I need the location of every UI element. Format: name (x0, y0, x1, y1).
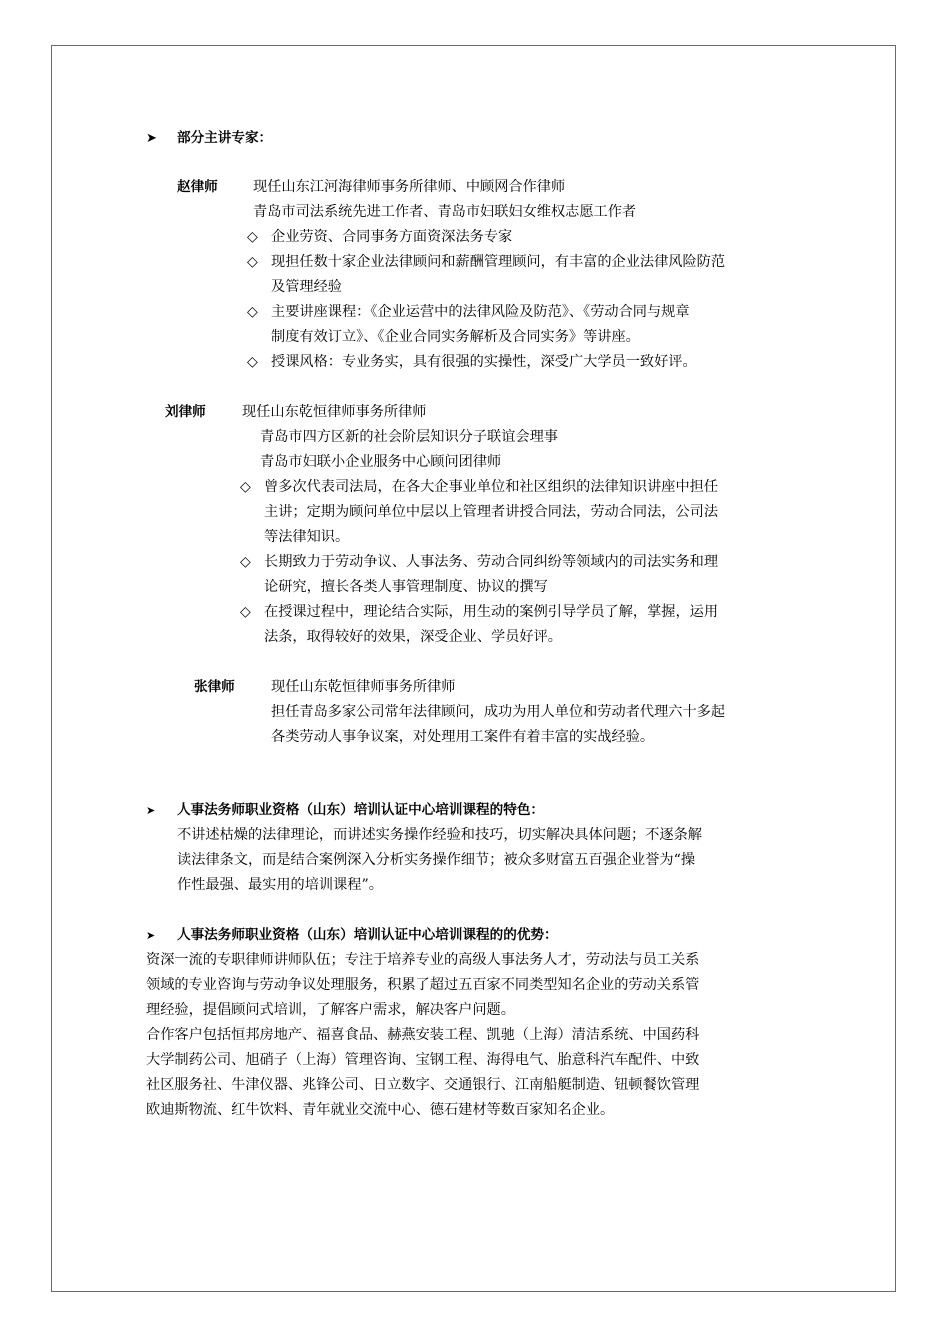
expert-bullet-line: 等法律知识。 (264, 529, 350, 545)
diamond-bullet-icon: ◇ (240, 479, 251, 495)
features-line: 读法律条文，而是结合案例深入分析实务操作细节；被众多财富五百强企业誉为“操 (177, 852, 696, 868)
advantages-heading: 人事法务师职业资格（山东）培训认证中心培训课程的的优势： (177, 927, 558, 943)
expert-bullet-line: 在授课过程中，理论结合实际，用生动的案例引导学员了解，掌握，运用 (264, 604, 719, 620)
expert-name: 赵律师 (177, 179, 218, 195)
diamond-bullet-icon: ◇ (247, 354, 258, 370)
advantages-line: 社区服务社、牛津仪器、兆锋公司、日立数字、交通银行、江南船艇制造、钮顿餐饮管理 (146, 1077, 700, 1093)
advantages-line: 合作客户包括恒邦房地产、福喜食品、赫燕安装工程、凯驰（上海）清洁系统、中国药科 (146, 1027, 700, 1043)
features-heading: 人事法务师职业资格（山东）培训认证中心培训课程的特色： (177, 802, 545, 818)
expert-bullet-line: 企业劳资、合同事务方面资深法务专家 (271, 229, 513, 245)
expert-sub-line: 各类劳动人事争议案，对处理用工案件有着丰富的实战经验。 (271, 729, 655, 745)
diamond-bullet-icon: ◇ (240, 604, 251, 620)
expert-bullet-line: 曾多次代表司法局，在各大企事业单位和社区组织的法律知识讲座中担任 (264, 479, 719, 495)
arrow-bullet-icon: ➤ (146, 804, 156, 817)
arrow-bullet-icon: ➤ (146, 929, 156, 942)
advantages-line: 大学制药公司、旭硝子（上海）管理咨询、宝钢工程、海得电气、胎意科汽车配件、中致 (146, 1052, 700, 1068)
expert-title: 现任山东乾恒律师事务所律师 (242, 404, 427, 420)
advantages-line: 领域的专业咨询与劳动争议处理服务，积累了超过五百家不同类型知名企业的劳动关系管 (146, 977, 700, 993)
expert-name: 刘律师 (165, 404, 206, 420)
expert-bullet-line: 主要讲座课程：《企业运营中的法律风险及防范》、《劳动合同与规章 (271, 304, 690, 320)
expert-bullet-line: 论研究，擅长各类人事管理制度、协议的撰写 (264, 579, 548, 595)
expert-bullet-line: 法条，取得较好的效果，深受企业、学员好评。 (264, 629, 562, 645)
expert-sub-line: 青岛市四方区新的社会阶层知识分子联谊会理事 (260, 429, 558, 445)
diamond-bullet-icon: ◇ (247, 304, 258, 320)
diamond-bullet-icon: ◇ (240, 554, 251, 570)
expert-name: 张律师 (194, 679, 235, 695)
expert-bullet-line: 授课风格：专业务实，具有很强的实操性，深受广大学员一致好评。 (271, 354, 697, 370)
expert-bullet-line: 制度有效订立》、《企业合同实务解析及合同实务》等讲座。 (271, 329, 640, 345)
experts-heading: 部分主讲专家： (177, 130, 273, 146)
expert-bullet-line: 及管理经验 (271, 279, 342, 295)
expert-title: 现任山东江河海律师事务所律师、中顾网合作律师 (253, 179, 566, 195)
expert-sub-line: 青岛市司法系统先进工作者、青岛市妇联妇女维权志愿工作者 (253, 204, 637, 220)
arrow-bullet-icon: ➤ (146, 131, 157, 146)
features-line: 不讲述枯燥的法律理论，而讲述实务操作经验和技巧，切实解决具体问题；不逐条解 (177, 827, 702, 843)
advantages-line: 理经验，提倡顾问式培训，了解客户需求，解决客户问题。 (146, 1002, 515, 1018)
expert-bullet-line: 主讲；定期为顾问单位中层以上管理者讲授合同法，劳动合同法，公司法 (264, 504, 719, 520)
diamond-bullet-icon: ◇ (247, 254, 258, 270)
expert-bullet-line: 长期致力于劳动争议、人事法务、劳动合同纠纷等领域内的司法实务和理 (264, 554, 719, 570)
diamond-bullet-icon: ◇ (247, 229, 258, 245)
expert-title: 现任山东乾恒律师事务所律师 (271, 679, 456, 695)
features-line: 作性最强、最实用的培训课程”。 (177, 877, 383, 893)
expert-sub-line: 担任青岛多家公司常年法律顾问，成功为用人单位和劳动者代理六十多起 (271, 704, 726, 720)
expert-bullet-line: 现担任数十家企业法律顾问和薪酬管理顾问，有丰富的企业法律风险防范 (271, 254, 726, 270)
advantages-line: 资深一流的专职律师讲师队伍；专注于培养专业的高级人事法务人才，劳动法与员工关系 (146, 952, 700, 968)
expert-sub-line: 青岛市妇联小企业服务中心顾问团律师 (260, 454, 502, 470)
advantages-line: 欧迪斯物流、红牛饮料、青年就业交流中心、德石建材等数百家知名企业。 (146, 1102, 615, 1118)
